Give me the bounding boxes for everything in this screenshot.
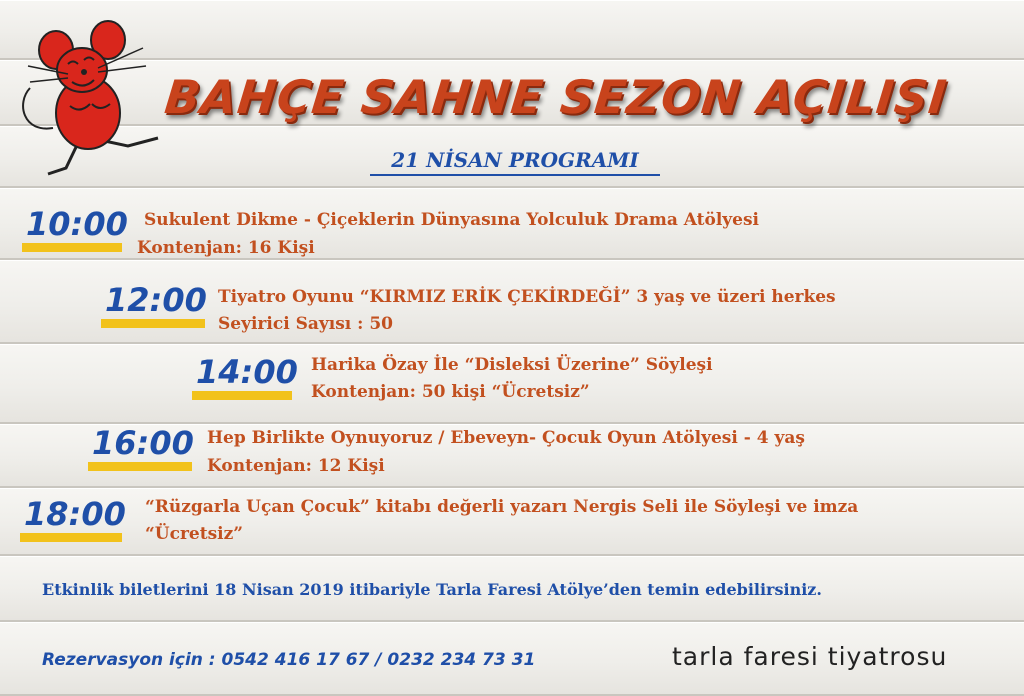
event-detail: Kontenjan: 16 Kişi — [137, 238, 315, 258]
time-underline — [20, 533, 122, 542]
red-mouse-icon — [8, 8, 168, 183]
event-detail: Kontenjan: 12 Kişi — [207, 456, 385, 476]
ticket-note: Etkinlik biletlerini 18 Nisan 2019 itibariyle Tarla Faresi Atölye’den temin edebilirsiniz. — [42, 580, 822, 599]
brand-name: tarla faresi tiyatrosu — [672, 642, 948, 671]
event-detail: Kontenjan: 50 kişi “Ücretsiz” — [311, 382, 590, 402]
page-subtitle: 21 NİSAN PROGRAMI — [370, 148, 660, 176]
event-title: Harika Özay İle “Disleksi Üzerine” Söyleşi — [311, 355, 713, 375]
event-title: Sukulent Dikme - Çiçeklerin Dünyasına Yolculuk Drama Atölyesi — [144, 210, 760, 230]
time-underline — [22, 243, 122, 252]
schedule-time: 18:00 — [24, 495, 126, 533]
event-title: Tiyatro Oyunu “KIRMIZ ERİK ÇEKİRDEĞİ” 3 yaş ve üzeri herkes — [218, 287, 836, 307]
time-underline — [101, 319, 205, 328]
schedule-time: 16:00 — [92, 424, 194, 462]
reservation-contact: Rezervasyon için : 0542 416 17 67 / 0232 234 73 31 — [42, 650, 536, 670]
schedule-time: 12:00 — [105, 281, 207, 319]
event-title: “Rüzgarla Uçan Çocuk” kitabı değerli yazarı Nergis Seli ile Söyleşi ve imza — [145, 497, 859, 517]
schedule-time: 14:00 — [196, 353, 298, 391]
page-title: BAHÇE SAHNE SEZON AÇILIŞI — [162, 70, 950, 124]
schedule-time: 10:00 — [26, 205, 128, 243]
event-detail: “Ücretsiz” — [145, 524, 244, 544]
time-underline — [88, 462, 192, 471]
event-detail: Seyirici Sayısı : 50 — [218, 314, 393, 334]
event-title: Hep Birlikte Oynuyoruz / Ebeveyn- Çocuk Oyun Atölyesi - 4 yaş — [207, 428, 805, 448]
time-underline — [192, 391, 292, 400]
